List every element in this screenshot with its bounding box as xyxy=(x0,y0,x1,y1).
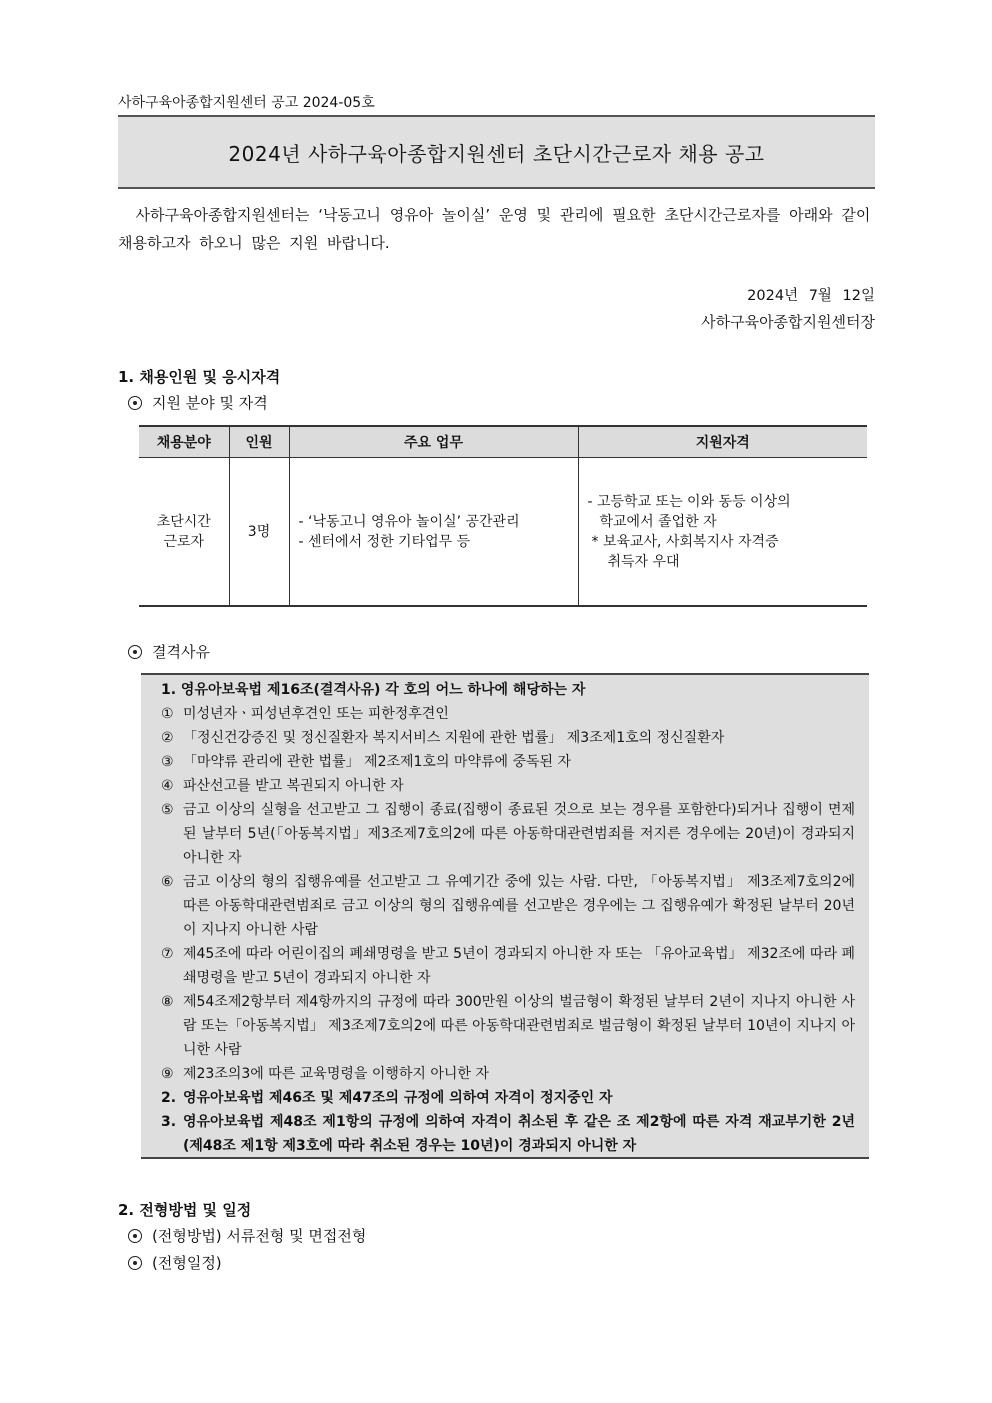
recruitment-table xyxy=(139,425,867,607)
list-item xyxy=(161,702,855,726)
circle-bullet-icon xyxy=(128,396,142,410)
list-item-text: 제45조에 따라 어린이집의 폐쇄명령을 받고 5년이 경과되지 아니한 자 또는 「유아교육법」 제32조에 따라 폐쇄명령을 받고 5년이 경과되지 아니한 자 xyxy=(183,946,855,986)
cell-qualifications xyxy=(578,458,867,607)
list-item-text: 미성년자ㆍ피성년후견인 또는 피한정후견인 xyxy=(183,706,449,722)
bullet-schedule xyxy=(128,1252,222,1273)
cell-count: 3명 xyxy=(229,458,289,607)
list-item xyxy=(161,942,855,990)
list-item xyxy=(161,774,855,798)
duty-line-1: - ‘낙동고니 영유아 놀이실’ 공간관리 xyxy=(298,513,520,530)
disq-item3-number: 3. xyxy=(161,1114,177,1130)
list-item xyxy=(161,798,855,870)
duty-line-2: - 센터에서 정한 기타업무 등 xyxy=(298,533,471,550)
table-header-row xyxy=(139,426,867,458)
bullet-method-text: (전형방법) 서류전형 및 면접전형 xyxy=(152,1227,367,1245)
disq-item3-text: 영유아보육법 제48조 제1항의 규정에 의하여 자격이 취소된 후 같은 조 제2항에 따른 자격 재교부기한 2년(제48조 제1항 제3호에 따라 취소된 경우는 10년)이 경과되지 아니한 자 xyxy=(183,1114,855,1154)
list-item xyxy=(161,990,855,1062)
list-item-text: 「마약류 관리에 관한 법률」 제2조제1호의 마약류에 중독된 자 xyxy=(183,754,572,770)
qual-line-2: 학교에서 졸업한 자 xyxy=(599,513,717,530)
list-item-text: 「정신건강증진 및 정신질환자 복지서비스 지원에 관한 법률」 제3조제1호의 정신질환자 xyxy=(183,730,725,746)
list-item-number: ④ xyxy=(161,778,174,794)
field-line-1: 초단시간 xyxy=(156,513,211,530)
list-item-number: ③ xyxy=(161,754,174,770)
list-item-text: 제23조의3에 따른 교육명령을 이행하지 아니한 자 xyxy=(183,1066,489,1082)
bullet-field-text: 지원 분야 및 자격 xyxy=(152,394,268,412)
cell-field xyxy=(139,458,229,607)
qual-line-3: * 보육교사, 사회복지사 자격증 xyxy=(591,533,779,550)
disq-item1-title: 1. 영유아보육법 제16조(결격사유) 각 호의 어느 하나에 해당하는 자 xyxy=(161,682,586,698)
circle-bullet-icon xyxy=(128,1256,142,1270)
list-item xyxy=(161,750,855,774)
list-item-text: 제54조제2항부터 제4항까지의 규정에 따라 300만원 이상의 벌금형이 확정된 날부터 2년이 지나지 아니한 사람 또는「아동복지법」 제3조제7호의2에 따른 아동학대관련범죄로 벌금형이 확정된 날부터 10년이 지나지 아니한 사람 xyxy=(183,994,855,1058)
disqualification-box xyxy=(141,673,869,1159)
list-item-number: ⑤ xyxy=(161,802,174,818)
list-item-number: ⑦ xyxy=(161,946,174,962)
disq-sublist xyxy=(161,702,855,1086)
list-item xyxy=(161,726,855,750)
disq-item3 xyxy=(161,1110,855,1158)
header-field: 채용분야 xyxy=(139,426,229,458)
bullet-disqualification xyxy=(128,641,210,662)
disq-item2-number: 2. xyxy=(161,1090,177,1106)
list-item xyxy=(161,870,855,942)
list-item xyxy=(161,1062,855,1086)
list-item-number: ① xyxy=(161,706,174,722)
header-count: 인원 xyxy=(229,426,289,458)
qual-line-1: - 고등학교 또는 이와 동등 이상의 xyxy=(587,493,791,510)
bullet-method xyxy=(128,1225,366,1246)
header-duties: 주요 업무 xyxy=(289,426,578,458)
list-item-number: ⑨ xyxy=(161,1066,174,1082)
disq-item2-text: 영유아보육법 제46조 및 제47조의 규정에 의하여 자격이 정지중인 자 xyxy=(183,1090,613,1106)
qual-line-4: 취득자 우대 xyxy=(607,553,680,570)
bullet-disq-text: 결격사유 xyxy=(152,643,210,661)
sender: 사하구육아종합지원센터장 xyxy=(701,313,875,331)
section1-heading: 1. 채용인원 및 응시자격 xyxy=(118,368,281,386)
bullet-field-qualification xyxy=(128,392,268,413)
circle-bullet-icon xyxy=(128,645,142,659)
list-item-number: ⑥ xyxy=(161,874,174,890)
circle-bullet-icon xyxy=(128,1229,142,1243)
list-item-text: 금고 이상의 실형을 선고받고 그 집행이 종료(집행이 종료된 것으로 보는 경우를 포함한다)되거나 집행이 면제된 날부터 5년(「아동복지법」제3조제7호의2에 따른 아동학대관련범죄를 저지른 경우에는 20년)이 경과되지 아니한 자 xyxy=(183,802,855,866)
list-item-number: ⑧ xyxy=(161,994,174,1010)
list-item-number: ② xyxy=(161,730,174,746)
header-qualifications: 지원자격 xyxy=(578,426,867,458)
list-item-text: 파산선고를 받고 복권되지 아니한 자 xyxy=(183,778,404,794)
section2-heading: 2. 전형방법 및 일정 xyxy=(118,1201,252,1219)
title-box xyxy=(118,115,875,189)
cell-duties xyxy=(289,458,578,607)
bullet-schedule-text: (전형일정) xyxy=(152,1254,222,1272)
disq-item2 xyxy=(161,1086,855,1110)
announcement-date: 2024년 7월 12일 xyxy=(747,288,875,304)
notice-number: 사하구육아종합지원센터 공고 2024-05호 xyxy=(118,95,375,111)
field-line-2: 근로자 xyxy=(163,533,205,550)
intro-paragraph xyxy=(118,201,875,257)
table-row xyxy=(139,458,867,607)
intro-text: 사하구육아종합지원센터는 ‘낙동고니 영유아 놀이실’ 운영 및 관리에 필요한 초단시간근로자를 아래와 같이 채용하고자 하오니 많은 지원 바랍니다. xyxy=(118,206,871,252)
list-item-text: 금고 이상의 형의 집행유예를 선고받고 그 유예기간 중에 있는 사람. 다만, 「아동복지법」 제3조제7호의2에 따른 아동학대관련범죄로 금고 이상의 형의 집행유예를 선고받은 경우에는 그 집행유예가 확정된 날부터 20년이 지나지 아니한 사람 xyxy=(183,874,855,938)
page-title: 2024년 사하구육아종합지원센터 초단시간근로자 채용 공고 xyxy=(228,141,765,166)
